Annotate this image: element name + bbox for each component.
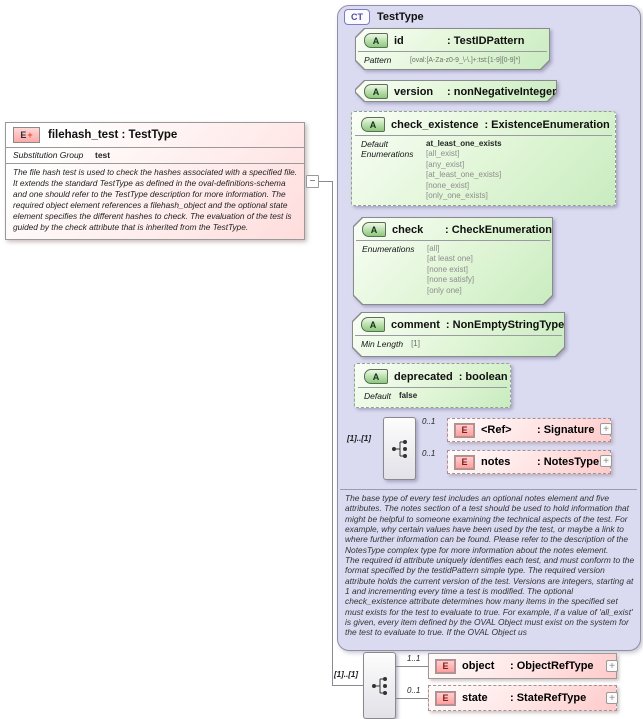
- element-title: filehash_test : TestType: [48, 129, 178, 141]
- minlength-value: [1]: [411, 339, 420, 348]
- attribute-name: check: [392, 223, 424, 236]
- enum-value: [at_least_one_exists]: [426, 170, 502, 180]
- connector-line: [332, 685, 363, 686]
- attribute-type: : nonNegativeInteger: [447, 85, 557, 98]
- description-paragraph: The base type of every test includes an optional notes element and five attributes. The notes section of a test should be used to hold information that might be helpful to someone examining the technical aspects of the test. For example, why certain values have been used by the test, or maybe a link to where further information can be found. Please refer to the description of the NotesType complex type for more information about the notes element.: [345, 493, 629, 555]
- attribute-name: comment: [391, 318, 440, 331]
- attribute-id[interactable]: [355, 28, 550, 70]
- element-description: The file hash test is used to check the hashes associated with a specified file. It extends the standard TestType as defined in the oval-definitions-schema and one should refer to the TestType description for more information. The required object element references a filehash_object and the optional state element specifies the different hashes to check. The evaluation of the test is guided by the check attribute that is inherited from the TestType.: [6, 163, 304, 239]
- element-notes[interactable]: [447, 450, 611, 474]
- enum-value: [all]: [427, 244, 440, 253]
- attribute-version[interactable]: [355, 80, 557, 102]
- substitution-group-row: [6, 147, 304, 163]
- default-value: at_least_one_exists: [426, 139, 502, 148]
- attribute-type: : boolean: [458, 370, 508, 383]
- element-state[interactable]: [428, 685, 617, 711]
- sequence-glyph: [390, 438, 410, 460]
- complex-type-icon: CT: [344, 9, 370, 25]
- enumerations-label: Enumerations: [362, 244, 415, 254]
- attribute-icon: A: [364, 33, 388, 48]
- collapse-button[interactable]: −: [306, 175, 319, 188]
- element-name: state: [462, 692, 488, 704]
- element-signature[interactable]: [447, 418, 611, 442]
- attribute-icon: A: [362, 222, 386, 237]
- pattern-label: Pattern: [364, 55, 392, 65]
- expand-button[interactable]: +: [606, 692, 618, 704]
- element-type: : Signature: [537, 424, 595, 436]
- element-object[interactable]: [428, 653, 617, 679]
- element-icon: E: [435, 691, 456, 706]
- cardinality-label: [1]..[1]: [334, 670, 358, 679]
- default-label: Default: [364, 391, 391, 401]
- enum-value: [any_exist]: [426, 159, 465, 169]
- enum-value: [none exist]: [427, 264, 468, 274]
- sequence-compositor-icon[interactable]: [363, 652, 396, 719]
- element-name: object: [462, 660, 495, 672]
- enum-value: [all_exist]: [426, 149, 460, 159]
- element-plus-icon: [13, 127, 40, 143]
- enumerations-label: Enumerations: [361, 149, 414, 160]
- enum-value: [only_one_exists]: [426, 191, 488, 201]
- attribute-type: : NonEmptyStringType: [445, 318, 565, 331]
- connector-line: [394, 698, 428, 699]
- attribute-name: check_existence: [391, 118, 479, 131]
- cardinality-label: 0..1: [422, 449, 436, 458]
- element-type: : NotesType: [537, 456, 600, 468]
- element-name: notes: [481, 456, 511, 468]
- sequence-glyph: [370, 675, 390, 697]
- attribute-name: id: [394, 34, 404, 47]
- connector-line: [332, 181, 333, 686]
- attribute-name: version: [394, 85, 434, 98]
- element-type: : ObjectRefType: [510, 660, 594, 672]
- divider: [340, 489, 637, 490]
- default-label: Default: [361, 139, 388, 149]
- attribute-name: deprecated: [394, 370, 453, 383]
- element-icon: E: [435, 659, 456, 674]
- attribute-icon: A: [361, 317, 385, 332]
- attribute-icon: A: [364, 84, 388, 99]
- expand-button[interactable]: +: [600, 423, 612, 435]
- complextype-header: [344, 9, 424, 25]
- attribute-type: : ExistenceEnumeration: [484, 118, 610, 131]
- enum-value: [none satisfy]: [427, 275, 475, 285]
- substitution-group-label: Substitution Group: [13, 150, 84, 160]
- enum-value: [only one]: [427, 285, 462, 295]
- element-name: <Ref>: [481, 424, 512, 436]
- element-type: : StateRefType: [510, 692, 587, 704]
- cardinality-label: [1]..[1]: [347, 434, 371, 443]
- enum-value: [at least one]: [427, 254, 473, 264]
- pattern-value: [oval:[A-Za-z0-9_\-\.]+:tst:[1-9][0-9]*]: [410, 57, 521, 64]
- cardinality-label: 0..1: [407, 686, 421, 695]
- attribute-type: : CheckEnumeration: [445, 223, 552, 236]
- cardinality-label: 1..1: [407, 654, 421, 663]
- element-icon: E: [454, 455, 475, 470]
- element-icon: E: [454, 423, 475, 438]
- element-header: [6, 123, 304, 147]
- description-paragraph: The required id attribute uniquely identifies each test, and must conform to the format specified by the testidPattern simple type. The required version attribute holds the current version of the test. Versions are integers, starting at 1 and incrementing every time a test is modified. The optional check_existence attribute determines how many items in the specified set must exists for the test to evaluate to true. For example, if a value of 'all_exist' is given, every item defined by the OVAL Object must exist on the system for the test to evaluate to true. If the OVAL Object us: [345, 555, 635, 638]
- attribute-comment[interactable]: [352, 312, 565, 357]
- expand-button[interactable]: +: [606, 660, 618, 672]
- complextype-description: [345, 493, 637, 638]
- attribute-icon: A: [361, 117, 385, 132]
- default-value: false: [398, 391, 418, 400]
- expand-button[interactable]: +: [600, 455, 612, 467]
- attribute-check[interactable]: [353, 217, 553, 305]
- element-filehash-test[interactable]: [5, 122, 305, 240]
- minlength-label: Min Length: [361, 339, 404, 349]
- attribute-icon: A: [364, 369, 388, 384]
- element-icon-letter: E: [20, 130, 27, 140]
- connector-line: [394, 666, 428, 667]
- sequence-compositor-icon[interactable]: [383, 417, 416, 480]
- attribute-deprecated[interactable]: [354, 363, 511, 408]
- plus-glyph: +: [27, 130, 33, 140]
- substitution-group-value: test: [95, 150, 111, 160]
- cardinality-label: 0..1: [422, 417, 436, 426]
- complextype-title: TestType: [377, 11, 424, 23]
- enum-value: [none_exist]: [426, 180, 470, 190]
- attribute-check-existence[interactable]: [351, 111, 616, 206]
- attribute-type: : TestIDPattern: [447, 34, 525, 47]
